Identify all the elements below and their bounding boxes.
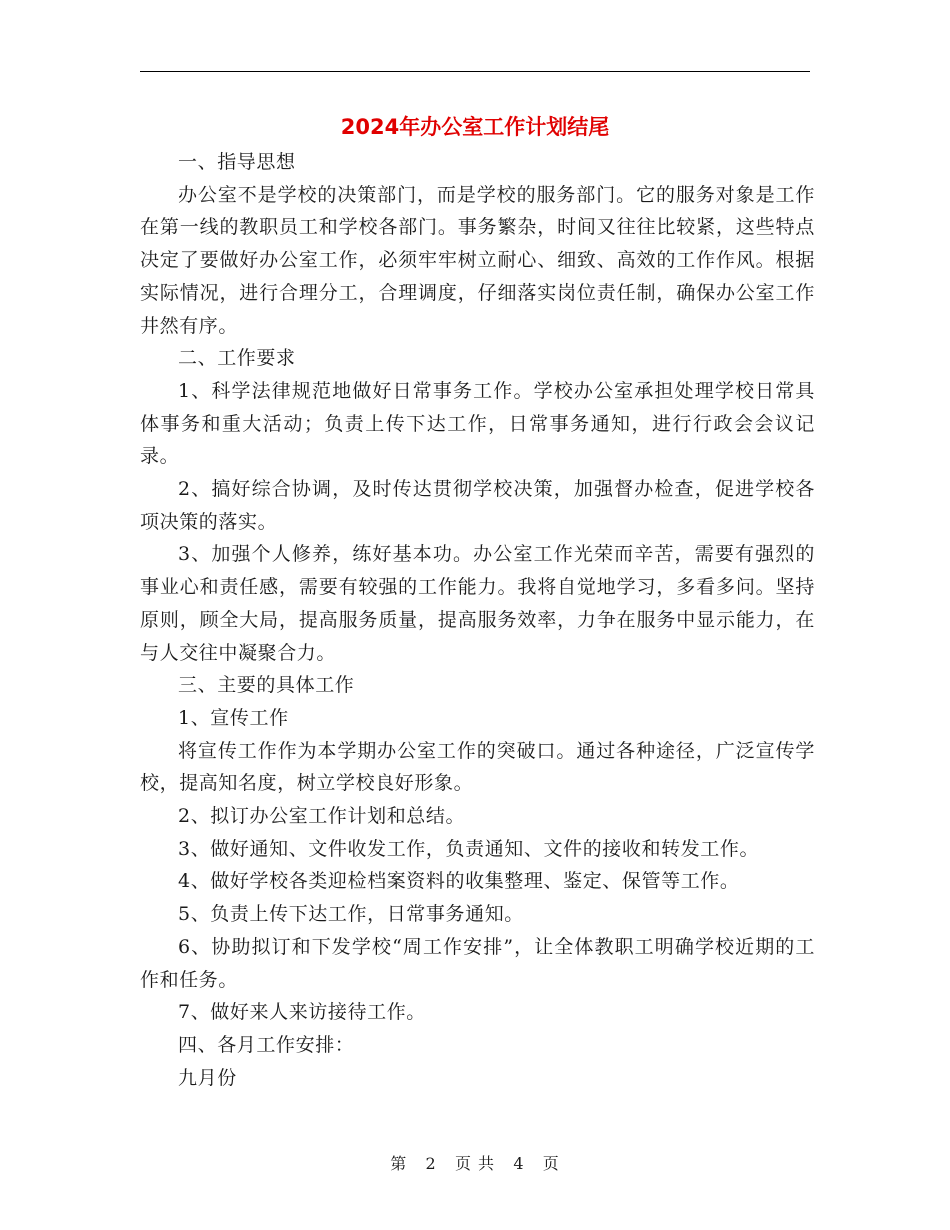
paragraph: 1、科学法律规范地做好日常事务工作。学校办公室承担处理学校日常具体事务和重大活动；负责上传下达工作，日常事务通知，进行行政会会议记录。: [140, 379, 815, 468]
list-item: 7、做好来人来访接待工作。: [178, 1001, 426, 1024]
header-rule: [140, 71, 810, 72]
current-page-number: 2: [425, 1154, 437, 1173]
paragraph: 办公室不是学校的决策部门，而是学校的服务部门。它的服务对象是工作在第一线的教职员工和学校各部门。事务繁杂，时间又往往比较紧，这些特点决定了要做好办公室工作，必须牢牢树立耐心、细致、高效的工作作风。根据实际情况，进行合理分工，合理调度，仔细落实岗位责任制，确保办公室工作井然有序。: [140, 183, 815, 337]
document-title: 2024年办公室工作计划结尾: [340, 115, 610, 139]
list-item: 1、宣传工作: [178, 706, 289, 729]
list-item: 6、协助拟订和下发学校“周工作安排”，让全体教职工明确学校近期的工作和任务。: [140, 935, 815, 991]
page-footer: [0, 1152, 950, 1176]
list-item: 5、负责上传下达工作，日常事务通知。: [178, 903, 524, 926]
section-heading-guiding-ideology: 一、指导思想: [178, 151, 296, 173]
footer-prefix: 第: [390, 1154, 408, 1173]
total-pages-number: 4: [513, 1154, 525, 1173]
list-item: 2、拟订办公室工作计划和总结。: [178, 805, 466, 828]
footer-middle: 页 共: [454, 1154, 496, 1173]
list-item: 4、做好学校各类迎检档案资料的收集整理、鉴定、保管等工作。: [178, 870, 740, 893]
section-heading-work-requirements: 二、工作要求: [178, 347, 296, 370]
month-label: 九月份: [178, 1066, 237, 1089]
document-body: [140, 146, 815, 1094]
footer-suffix: 页: [542, 1154, 560, 1173]
paragraph: 3、加强个人修养，练好基本功。办公室工作光荣而辛苦，需要有强烈的事业心和责任感，需要有较强的工作能力。我将自觉地学习，多看多问。坚持原则，顾全大局，提高服务质量，提高服务效率，力争在服务中显示能力，在与人交往中凝聚合力。: [140, 543, 815, 664]
section-heading-monthly-schedule: 四、各月工作安排：: [178, 1033, 355, 1056]
paragraph: 2、搞好综合协调，及时传达贯彻学校决策，加强督办检查，促进学校各项决策的落实。: [140, 478, 815, 533]
paragraph: 将宣传工作作为本学期办公室工作的突破口。通过各种途径，广泛宣传学校，提高知名度，树立学校良好形象。: [140, 739, 815, 795]
list-item: 3、做好通知、文件收发工作，负责通知、文件的接收和转发工作。: [178, 837, 760, 860]
section-heading-main-tasks: 三、主要的具体工作: [178, 674, 355, 697]
